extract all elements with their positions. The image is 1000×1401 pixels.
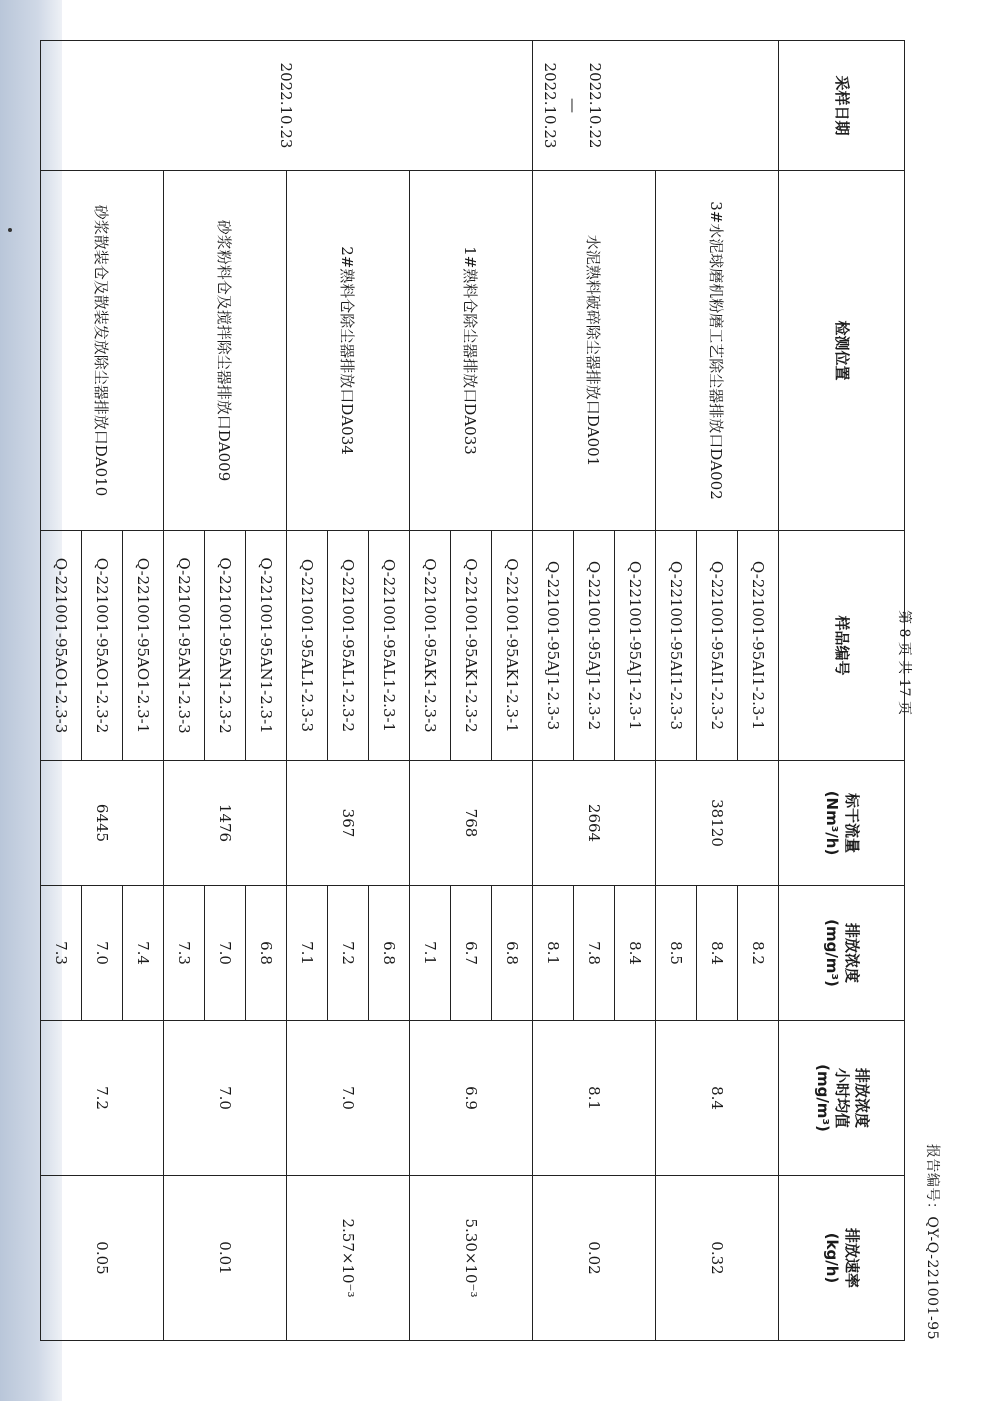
location-cell: 水泥熟料破碎除尘器排放口DA001 bbox=[533, 171, 656, 531]
rotated-page bbox=[52, 40, 940, 1340]
header-flow: 标干流量 (Nm³/h) bbox=[779, 761, 905, 886]
hourly-average-cell: 6.9 bbox=[410, 1021, 533, 1176]
sample-id-cell: Q-221001-95AL1-2.3-2 bbox=[328, 531, 369, 761]
concentration-cell: 6.7 bbox=[451, 886, 492, 1021]
header-hourly-average: 排放浓度 小时均值 (mg/m³) bbox=[779, 1021, 905, 1176]
concentration-cell: 8.2 bbox=[738, 886, 779, 1021]
location-cell: 2#熟料仓除尘器排放口DA034 bbox=[287, 171, 410, 531]
concentration-cell: 8.5 bbox=[656, 886, 697, 1021]
sample-id-cell: Q-221001-95AN1-2.3-3 bbox=[164, 531, 205, 761]
sample-id-cell: Q-221001-95AJ1-2.3-1 bbox=[615, 531, 656, 761]
sample-id-cell: Q-221001-95AJ1-2.3-2 bbox=[574, 531, 615, 761]
date-cell-2: 2022.10.23 bbox=[41, 41, 533, 171]
hourly-average-cell: 7.0 bbox=[164, 1021, 287, 1176]
concentration-cell: 8.4 bbox=[615, 886, 656, 1021]
emission-rate-cell: 5.30×10⁻³ bbox=[410, 1176, 533, 1341]
sample-id-cell: Q-221001-95AJ1-2.3-3 bbox=[533, 531, 574, 761]
sample-id-cell: Q-221001-95AO1-2.3-1 bbox=[123, 531, 164, 761]
table-row bbox=[246, 41, 287, 1341]
concentration-cell: 6.8 bbox=[369, 886, 410, 1021]
emission-rate-cell: 2.57×10⁻³ bbox=[287, 1176, 410, 1341]
concentration-cell: 7.1 bbox=[410, 886, 451, 1021]
report-number: 报告编号：QY-Q-221001-95 bbox=[924, 1143, 940, 1340]
sample-id-cell: Q-221001-95AI1-2.3-3 bbox=[656, 531, 697, 761]
header-date: 采样日期 bbox=[779, 41, 905, 171]
date-cell-1: 2022.10.22 — 2022.10.23 bbox=[533, 41, 779, 171]
concentration-cell: 6.8 bbox=[246, 886, 287, 1021]
location-cell: 砂浆粉料仓及搅拌除尘器排放口DA009 bbox=[164, 171, 287, 531]
header-emission-rate: 排放速率 (kg/h) bbox=[779, 1176, 905, 1341]
concentration-cell: 8.1 bbox=[533, 886, 574, 1021]
sample-id-cell: Q-221001-95AO1-2.3-2 bbox=[82, 531, 123, 761]
flow-cell: 2664 bbox=[533, 761, 656, 886]
location-cell: 3#水泥球磨机粉磨工艺除尘器排放口DA002 bbox=[656, 171, 779, 531]
concentration-cell: 7.1 bbox=[287, 886, 328, 1021]
concentration-cell: 7.2 bbox=[328, 886, 369, 1021]
table-row bbox=[615, 41, 656, 1341]
flow-cell: 38120 bbox=[656, 761, 779, 886]
emission-table bbox=[40, 40, 905, 1341]
header-sample-id: 样品编号 bbox=[779, 531, 905, 761]
concentration-cell: 7.8 bbox=[574, 886, 615, 1021]
sample-id-cell: Q-221001-95AI1-2.3-2 bbox=[697, 531, 738, 761]
sample-id-cell: Q-221001-95AK1-2.3-2 bbox=[451, 531, 492, 761]
hourly-average-cell: 7.2 bbox=[41, 1021, 164, 1176]
concentration-cell: 7.0 bbox=[82, 886, 123, 1021]
concentration-cell: 7.3 bbox=[41, 886, 82, 1021]
concentration-cell: 7.0 bbox=[205, 886, 246, 1021]
sample-id-cell: Q-221001-95AO1-2.3-3 bbox=[41, 531, 82, 761]
table-row bbox=[492, 41, 533, 1341]
sample-id-cell: Q-221001-95AN1-2.3-2 bbox=[205, 531, 246, 761]
emission-rate-cell: 0.05 bbox=[41, 1176, 164, 1341]
sample-id-cell: Q-221001-95AL1-2.3-1 bbox=[369, 531, 410, 761]
table-row bbox=[123, 41, 164, 1341]
header-concentration: 排放浓度 (mg/m³) bbox=[779, 886, 905, 1021]
location-cell: 1#熟料仓除尘器排放口DA033 bbox=[410, 171, 533, 531]
sample-id-cell: Q-221001-95AN1-2.3-1 bbox=[246, 531, 287, 761]
flow-cell: 1476 bbox=[164, 761, 287, 886]
emission-rate-cell: 0.01 bbox=[164, 1176, 287, 1341]
page-footer: 第 8 页 共 17 页 bbox=[896, 610, 912, 715]
sample-id-cell: Q-221001-95AL1-2.3-3 bbox=[287, 531, 328, 761]
concentration-cell: 8.4 bbox=[697, 886, 738, 1021]
table-row bbox=[738, 41, 779, 1341]
hourly-average-cell: 7.0 bbox=[287, 1021, 410, 1176]
concentration-cell: 7.3 bbox=[164, 886, 205, 1021]
sample-id-cell: Q-221001-95AI1-2.3-1 bbox=[738, 531, 779, 761]
location-cell: 砂浆散装仓及散装发放除尘器排放口DA010 bbox=[41, 171, 164, 531]
concentration-cell: 6.8 bbox=[492, 886, 533, 1021]
sample-id-cell: Q-221001-95AK1-2.3-1 bbox=[492, 531, 533, 761]
hourly-average-cell: 8.4 bbox=[656, 1021, 779, 1176]
flow-cell: 367 bbox=[287, 761, 410, 886]
hourly-average-cell: 8.1 bbox=[533, 1021, 656, 1176]
emission-rate-cell: 0.02 bbox=[533, 1176, 656, 1341]
concentration-cell: 7.4 bbox=[123, 886, 164, 1021]
flow-cell: 768 bbox=[410, 761, 533, 886]
table-row bbox=[369, 41, 410, 1341]
emission-rate-cell: 0.32 bbox=[656, 1176, 779, 1341]
flow-cell: 6445 bbox=[41, 761, 164, 886]
header-location: 检测位置 bbox=[779, 171, 905, 531]
scan-speck bbox=[8, 228, 12, 232]
sample-id-cell: Q-221001-95AK1-2.3-3 bbox=[410, 531, 451, 761]
